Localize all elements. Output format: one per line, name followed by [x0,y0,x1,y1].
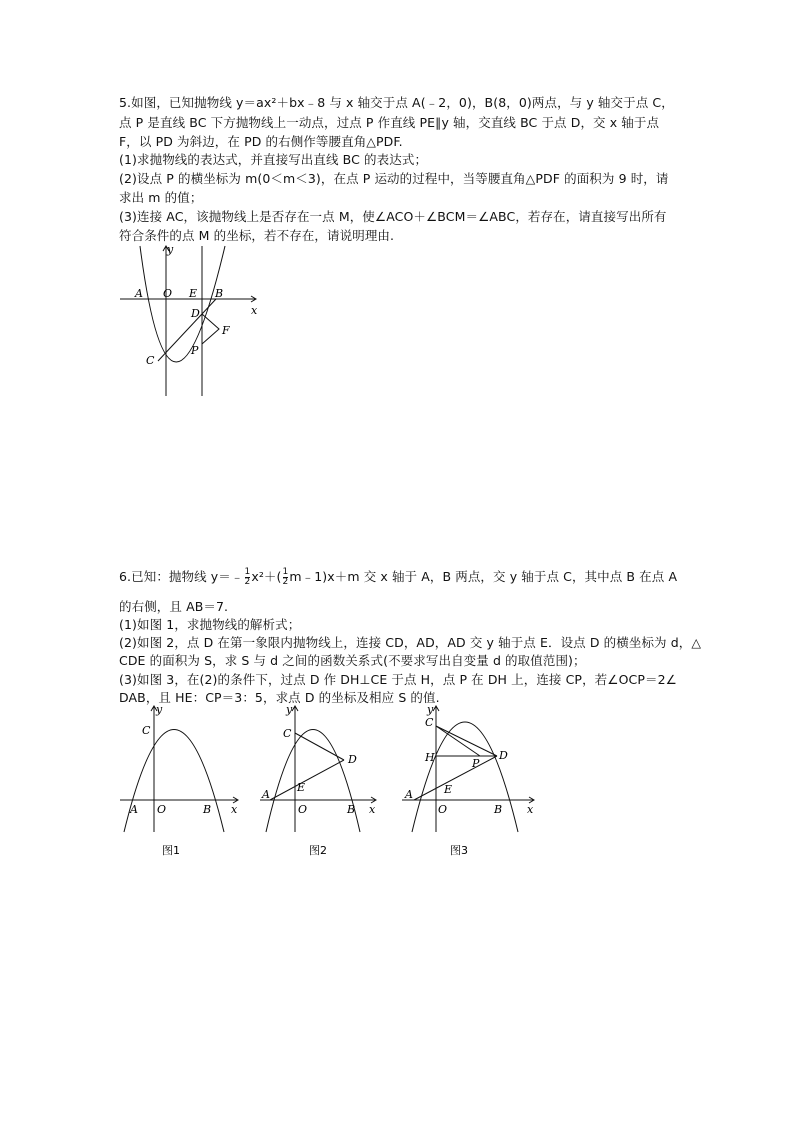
q5-line-4: (1)求抛物线的表达式，并直接写出直线 BC 的表达式； [119,152,428,167]
fig3-label-c: C [425,716,434,729]
fig1-label-y: y [156,703,163,716]
fig3-label-o: O [438,803,448,816]
q6-figure-1 [116,702,246,862]
fig2-label-e: E [297,781,306,794]
q5-label-d: D [191,307,200,320]
fig3-caption: 图3 [450,844,468,857]
q5-line-6: 求出 m 的值； [119,190,203,205]
fig3-parabola [412,722,518,832]
fig2-label-y: y [286,703,293,716]
q5-label-x: x [251,304,258,317]
q5-line-8: 符合条件的点 M 的坐标，若不存在，请说明理由. [119,228,395,243]
fig2-label-o: O [298,803,308,816]
fig1-label-c: C [142,724,151,737]
fig1-caption: 图1 [162,844,180,857]
q5-line-3: F，以 PD 为斜边，在 PD 的右侧作等腰直角△PDF. [119,134,403,149]
q5-figure [118,238,258,398]
q5-line-7: (3)连接 AC，该抛物线上是否存在一点 M，使∠ACO＋∠BCM＝∠ABC，若存在，请直接写出所有 [119,209,667,224]
fig1-label-o: O [157,803,167,816]
q6-line-3: (1)如图 1，求抛物线的解析式； [119,617,301,632]
fig3-label-d: D [499,749,508,762]
q5-label-y: y [167,243,174,256]
q5-label-a: A [135,287,143,300]
q6-line-2: 的右侧，且 AB＝7. [119,599,229,614]
fig1-label-a: A [130,803,138,816]
fig3-label-e: E [444,783,453,796]
q6-frac1-den: 2 [244,577,251,587]
q5-label-o: O [163,287,173,300]
q5-label-b: B [215,287,224,300]
q5-label-c: C [146,354,155,367]
fig3-label-p: P [472,757,480,770]
fig2-label-c: C [283,727,292,740]
q5-line-bc [158,299,216,361]
q6-fraction-1 [245,568,251,587]
fig2-label-b: B [347,803,356,816]
fig3-label-h: H [425,751,435,764]
fig1-label-b: B [203,803,212,816]
q5-line-2: 点 P 是直线 BC 下方抛物线上一动点，过点 P 作直线 PE∥y 轴，交直线 BC 于点 D，交 x 轴于点 [119,115,660,130]
q6-line-6: (3)如图 3，在(2)的条件下，过点 D 作 DH⊥CE 于点 H，点 P 在 DH 上，连接 CP，若∠OCP＝2∠ [119,672,677,687]
fig2-label-x: x [369,803,376,816]
fig2-label-a: A [262,788,270,801]
q6-frac2-den: 2 [282,577,289,587]
fig2-caption: 图2 [309,844,327,857]
fig3-label-a: A [405,788,413,801]
q5-line-1: 5.如图，已知抛物线 y＝ax²＋bx﹣8 与 x 轴交于点 A(﹣2，0)，B(8，0)两点，与 y 轴交于点 C， [119,95,674,110]
q6-line-4: (2)如图 2，点 D 在第一象限内抛物线上，连接 CD，AD，AD 交 y 轴于点 E．设点 D 的横坐标为 d，△ [119,635,702,650]
fig2-line-cd [295,733,344,760]
fig3-label-b: B [494,803,503,816]
q5-label-f: F [222,324,230,337]
fig3-label-x: x [527,803,534,816]
q6-figure-2 [258,702,383,862]
q6-line-5: CDE 的面积为 S，求 S 与 d 之间的函数关系式(不要求写出自变量 d 的取值范围)； [119,653,586,668]
q6-frac1-num: 1 [244,567,251,577]
q6-figure-3 [400,702,540,862]
fig1-label-x: x [231,803,238,816]
q6-line-1 [119,568,677,587]
q5-parabola [140,246,225,362]
fig2-line-ad [270,760,344,800]
q6-line-1-post: m﹣1)x＋m 交 x 轴于 A，B 两点，交 y 轴于点 C，其中点 B 在点 A [289,569,678,584]
q6-line-1-pre: 6.已知：抛物线 y＝﹣ [119,569,244,584]
q6-line-7: DAB，且 HE：CP＝3：5，求点 D 的坐标及相应 S 的值. [119,690,440,705]
fig3-label-y: y [427,703,434,716]
q6-line-1-mid: x²＋( [251,569,282,584]
q5-label-p: P [191,344,199,357]
q6-frac2-num: 1 [282,567,289,577]
fig1-parabola [124,730,224,833]
q5-line-5: (2)设点 P 的横坐标为 m(0＜m＜3)，在点 P 运动的过程中，当等腰直角△PDF 的面积为 9 时，请 [119,171,669,186]
q5-label-e: E [189,287,198,300]
fig2-parabola [266,730,360,833]
q6-fraction-2 [283,568,289,587]
fig3-line-cd [436,726,497,756]
fig2-label-d: D [348,753,357,766]
